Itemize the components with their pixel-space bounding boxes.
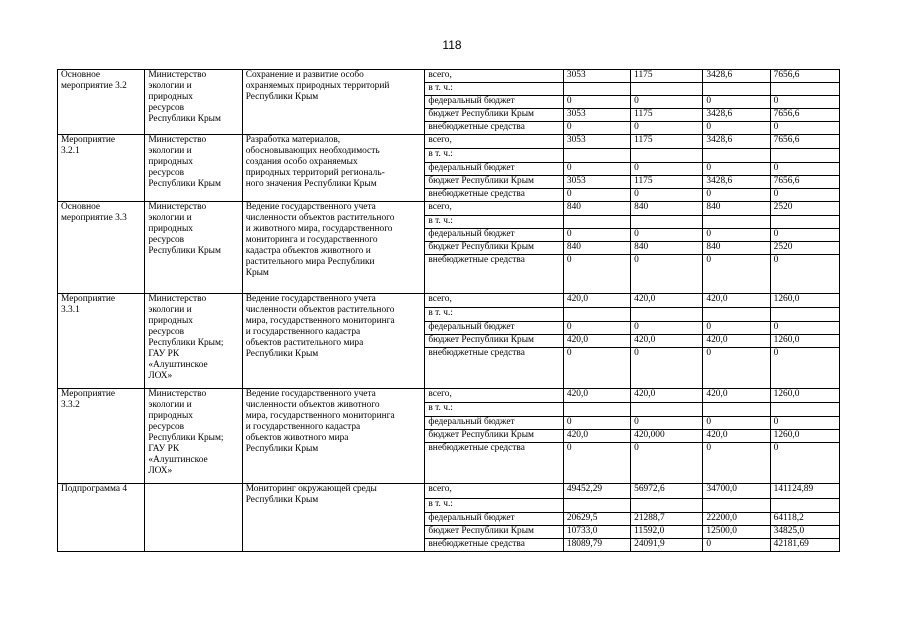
year3-value-cell: 22200,0 [703,513,770,526]
funding-source-cell: в т. ч.: [425,83,564,96]
year3-value-cell: 840 [703,202,770,216]
year1-value-cell: 10733,0 [563,526,630,539]
total-value-cell [770,83,839,96]
year1-value-cell: 3053 [563,135,630,149]
table-row [58,294,840,308]
year3-value-cell: 3428,6 [703,70,770,83]
executor-cell [145,484,242,552]
funding-source-cell: в т. ч.: [425,308,564,322]
year3-value-cell: 420,0 [703,335,770,348]
year3-value-cell [703,403,770,417]
funding-source-cell: бюджет Республики Крым [425,176,564,189]
table-row [58,135,840,149]
year1-value-cell: 3053 [563,109,630,122]
year3-value-cell [703,216,770,229]
year3-value-cell: 420,0 [703,294,770,308]
year1-value-cell: 840 [563,242,630,255]
year1-value-cell [563,403,630,417]
year1-value-cell: 20629,5 [563,513,630,526]
total-value-cell: 2520 [770,202,839,216]
year3-value-cell [703,499,770,513]
year2-value-cell: 840 [631,242,703,255]
year3-value-cell: 0 [703,163,770,176]
year3-value-cell: 0 [703,229,770,242]
year3-value-cell: 3428,6 [703,135,770,149]
funding-source-cell: федеральный бюджет [425,96,564,109]
activity-name-cell: Ведение государственного учета численности объектов растительного мира, государственного мониторинга и государственного кадастра объектов растительного мира Республики Крым [242,294,425,389]
year2-value-cell [631,403,703,417]
funding-source-cell: всего, [425,202,564,216]
page-number: 118 [442,38,462,52]
year1-value-cell: 49452,29 [563,484,630,499]
activity-name-cell: Разработка материалов, обосновывающих необходимость создания особо охраняемых природных территорий региональ- ного значения Республики Крым [242,135,425,202]
year2-value-cell: 0 [631,417,703,430]
funding-source-cell: внебюджетные средства [425,539,564,552]
table-row [58,484,840,499]
year3-value-cell: 0 [703,322,770,335]
total-value-cell: 1260,0 [770,335,839,348]
funding-source-cell: бюджет Республики Крым [425,109,564,122]
table-row [58,202,840,216]
year2-value-cell [631,149,703,163]
year3-value-cell: 0 [703,417,770,430]
funding-source-cell: всего, [425,389,564,403]
total-value-cell: 0 [770,443,839,484]
funding-source-cell: внебюджетные средства [425,122,564,135]
funding-source-cell: бюджет Республики Крым [425,242,564,255]
funding-source-cell: бюджет Республики Крым [425,430,564,443]
funding-source-cell: внебюджетные средства [425,348,564,389]
executor-cell: Министерство экологии и природных ресурсов Республики Крым [145,70,242,135]
table-row [58,70,840,83]
year1-value-cell [563,308,630,322]
year1-value-cell [563,216,630,229]
year1-value-cell: 0 [563,189,630,202]
year3-value-cell [703,308,770,322]
total-value-cell: 7656,6 [770,176,839,189]
total-value-cell [770,149,839,163]
table-row [58,389,840,403]
year1-value-cell: 420,0 [563,389,630,403]
year2-value-cell: 420,0 [631,294,703,308]
year3-value-cell: 3428,6 [703,176,770,189]
total-value-cell: 0 [770,229,839,242]
year1-value-cell: 0 [563,417,630,430]
total-value-cell: 0 [770,122,839,135]
total-value-cell: 7656,6 [770,109,839,122]
funding-source-cell: бюджет Республики Крым [425,526,564,539]
year2-value-cell [631,499,703,513]
year1-value-cell: 3053 [563,70,630,83]
executor-cell: Министерство экологии и природных ресурсов Республики Крым [145,202,242,294]
funding-source-cell: федеральный бюджет [425,322,564,335]
year1-value-cell: 420,0 [563,430,630,443]
activity-name-cell: Мониторинг окружающей среды Республики Крым [242,484,425,552]
total-value-cell: 7656,6 [770,70,839,83]
year3-value-cell: 0 [703,122,770,135]
year3-value-cell: 840 [703,242,770,255]
total-value-cell: 42181,69 [770,539,839,552]
funding-source-cell: в т. ч.: [425,216,564,229]
year3-value-cell: 0 [703,539,770,552]
year1-value-cell [563,499,630,513]
activity-name-cell: Ведение государственного учета численности объектов растительного и животного мира, государственного мониторинга и государственного кадастра объектов животного и растительного мира Республики Крым [242,202,425,294]
total-value-cell: 0 [770,348,839,389]
total-value-cell: 64118,2 [770,513,839,526]
funding-source-cell: в т. ч.: [425,403,564,417]
funding-source-cell: в т. ч.: [425,499,564,513]
year1-value-cell: 420,0 [563,294,630,308]
funding-source-cell: федеральный бюджет [425,163,564,176]
budget-table [57,69,840,552]
funding-source-cell: федеральный бюджет [425,229,564,242]
year2-value-cell: 56972,6 [631,484,703,499]
year2-value-cell: 11592,0 [631,526,703,539]
total-value-cell [770,308,839,322]
year2-value-cell: 420,0 [631,335,703,348]
year3-value-cell: 0 [703,443,770,484]
year2-value-cell: 0 [631,348,703,389]
year1-value-cell [563,149,630,163]
funding-source-cell: внебюджетные средства [425,443,564,484]
year2-value-cell: 21288,7 [631,513,703,526]
year2-value-cell [631,83,703,96]
total-value-cell: 1260,0 [770,430,839,443]
funding-source-cell: всего, [425,70,564,83]
year1-value-cell: 420,0 [563,335,630,348]
executor-cell: Министерство экологии и природных ресурсов Республики Крым; ГАУ РК «Алуштинское ЛОХ» [145,389,242,484]
year1-value-cell: 18089,79 [563,539,630,552]
year1-value-cell: 0 [563,96,630,109]
year1-value-cell: 0 [563,322,630,335]
year2-value-cell: 840 [631,202,703,216]
year2-value-cell: 1175 [631,109,703,122]
activity-code-cell: Мероприятие 3.2.1 [58,135,145,202]
year2-value-cell: 1175 [631,135,703,149]
year1-value-cell: 3053 [563,176,630,189]
year1-value-cell: 0 [563,348,630,389]
year1-value-cell: 0 [563,255,630,294]
activity-code-cell: Мероприятие 3.3.1 [58,294,145,389]
year2-value-cell: 0 [631,229,703,242]
funding-source-cell: всего, [425,135,564,149]
total-value-cell [770,403,839,417]
year1-value-cell: 0 [563,163,630,176]
year1-value-cell: 0 [563,122,630,135]
funding-source-cell: федеральный бюджет [425,417,564,430]
activity-code-cell: Подпрограмма 4 [58,484,145,552]
year2-value-cell: 1175 [631,70,703,83]
year2-value-cell: 420,000 [631,430,703,443]
total-value-cell: 2520 [770,242,839,255]
total-value-cell: 0 [770,322,839,335]
year2-value-cell [631,308,703,322]
total-value-cell: 0 [770,163,839,176]
executor-cell: Министерство экологии и природных ресурсов Республики Крым; ГАУ РК «Алуштинское ЛОХ» [145,294,242,389]
executor-cell: Министерство экологии и природных ресурсов Республики Крым [145,135,242,202]
activity-code-cell: Основное мероприятие 3.2 [58,70,145,135]
total-value-cell: 0 [770,417,839,430]
year2-value-cell: 0 [631,322,703,335]
funding-source-cell: всего, [425,484,564,499]
year3-value-cell: 0 [703,348,770,389]
total-value-cell: 1260,0 [770,294,839,308]
year1-value-cell: 0 [563,443,630,484]
year2-value-cell: 0 [631,163,703,176]
activity-code-cell: Мероприятие 3.3.2 [58,389,145,484]
funding-source-cell: в т. ч.: [425,149,564,163]
total-value-cell: 7656,6 [770,135,839,149]
year2-value-cell [631,216,703,229]
total-value-cell [770,499,839,513]
year2-value-cell: 24091,9 [631,539,703,552]
activity-name-cell: Ведение государственного учета численности объектов животного мира, государственного мониторинга и государственного кадастра объектов животного мира Республики Крым [242,389,425,484]
year3-value-cell: 0 [703,189,770,202]
total-value-cell: 34825,0 [770,526,839,539]
funding-source-cell: внебюджетные средства [425,189,564,202]
year2-value-cell: 0 [631,255,703,294]
year1-value-cell: 840 [563,202,630,216]
year2-value-cell: 0 [631,122,703,135]
funding-source-cell: федеральный бюджет [425,513,564,526]
year2-value-cell: 0 [631,189,703,202]
funding-source-cell: бюджет Республики Крым [425,335,564,348]
funding-source-cell: внебюджетные средства [425,255,564,294]
activity-code-cell: Основное мероприятие 3.3 [58,202,145,294]
budget-table-body [58,70,840,552]
year3-value-cell [703,83,770,96]
year1-value-cell: 0 [563,229,630,242]
total-value-cell: 0 [770,189,839,202]
year3-value-cell: 3428,6 [703,109,770,122]
year1-value-cell [563,83,630,96]
total-value-cell: 1260,0 [770,389,839,403]
activity-name-cell: Сохранение и развитие особо охраняемых природных территорий Республики Крым [242,70,425,135]
total-value-cell: 141124,89 [770,484,839,499]
total-value-cell [770,216,839,229]
year3-value-cell: 12500,0 [703,526,770,539]
year3-value-cell: 420,0 [703,430,770,443]
year2-value-cell: 0 [631,443,703,484]
year3-value-cell: 0 [703,255,770,294]
year2-value-cell: 0 [631,96,703,109]
year3-value-cell [703,149,770,163]
year3-value-cell: 0 [703,96,770,109]
year2-value-cell: 1175 [631,176,703,189]
year2-value-cell: 420,0 [631,389,703,403]
year3-value-cell: 420,0 [703,389,770,403]
funding-source-cell: всего, [425,294,564,308]
year3-value-cell: 34700,0 [703,484,770,499]
total-value-cell: 0 [770,255,839,294]
total-value-cell: 0 [770,96,839,109]
